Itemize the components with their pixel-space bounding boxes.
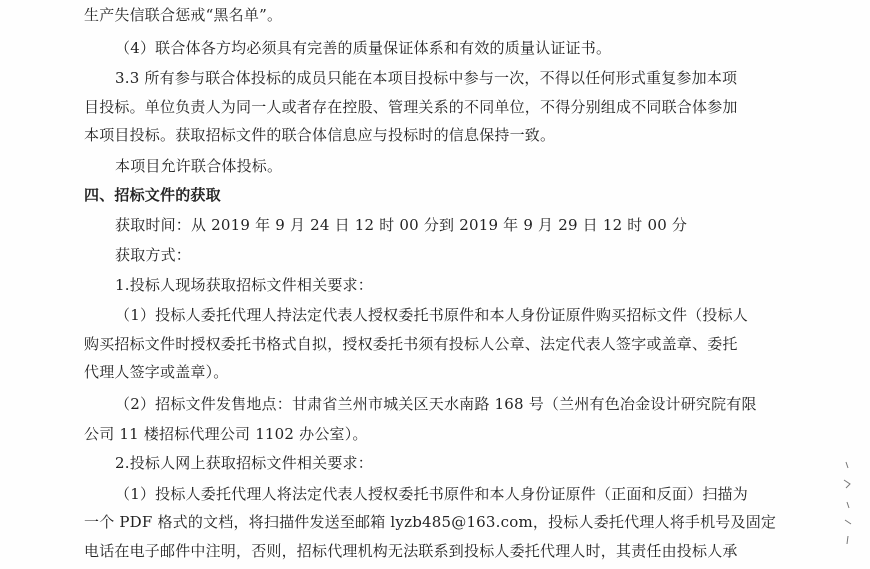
text-line: （4）联合体各方均必须具有完善的质量保证体系和有效的质量认证证书。 (115, 39, 612, 57)
text-line: 2.投标人网上获取招标文件相关要求： (115, 454, 373, 472)
text-line: 本项目投标。获取招标文件的联合体信息应与投标时的信息保持一致。 (84, 126, 556, 144)
text-line: 获取时间：从 2019 年 9 月 24 日 12 时 00 分到 2019 年 9 月 29 日 12 时 00 分 (115, 216, 688, 234)
text-line: 1.投标人现场获取招标文件相关要求： (115, 276, 373, 294)
margin-scribble-icon (838, 458, 858, 548)
text-line: 购买招标文件时授权委托书格式自拟，授权委托书须有投标人公章、法定代表人签字或盖章、委托 (84, 335, 738, 353)
text-line: 目投标。单位负责人为同一人或者存在控股、管理关系的不同单位，不得分别组成不同联合体参加 (84, 98, 738, 116)
text-line: 电话在电子邮件中注明，否则，招标代理机构无法联系到投标人委托代理人时，其责任由投标人承 (84, 542, 738, 560)
text-line: 本项目允许联合体投标。 (115, 157, 283, 175)
text-line: 代理人签字或盖章）。 (84, 363, 229, 381)
text-line: 生产失信联合惩戒“黑名单”。 (84, 6, 283, 24)
text-line: 公司 11 楼招标代理公司 1102 办公室）。 (84, 425, 368, 443)
text-line: 获取方式： (115, 246, 192, 264)
text-line: 一个 PDF 格式的文档，将扫描件发送至邮箱 lyzb485@163.com，投标人委托代理人将手机号及固定 (84, 513, 777, 531)
section-heading: 四、招标文件的获取 (84, 186, 221, 204)
text-line: （2）招标文件发售地点：甘肃省兰州市城关区天水南路 168 号（兰州有色冶金设计研究院有限 (115, 395, 757, 413)
text-line: 3.3 所有参与联合体投标的成员只能在本项目投标中参与一次，不得以任何形式重复参加本项 (115, 69, 738, 87)
text-line: （1）投标人委托代理人持法定代表人授权委托书原件和本人身份证原件购买招标文件（投标人 (115, 306, 748, 324)
text-line: （1）投标人委托代理人将法定代表人授权委托书原件和本人身份证原件（正面和反面）扫描为 (115, 485, 748, 503)
